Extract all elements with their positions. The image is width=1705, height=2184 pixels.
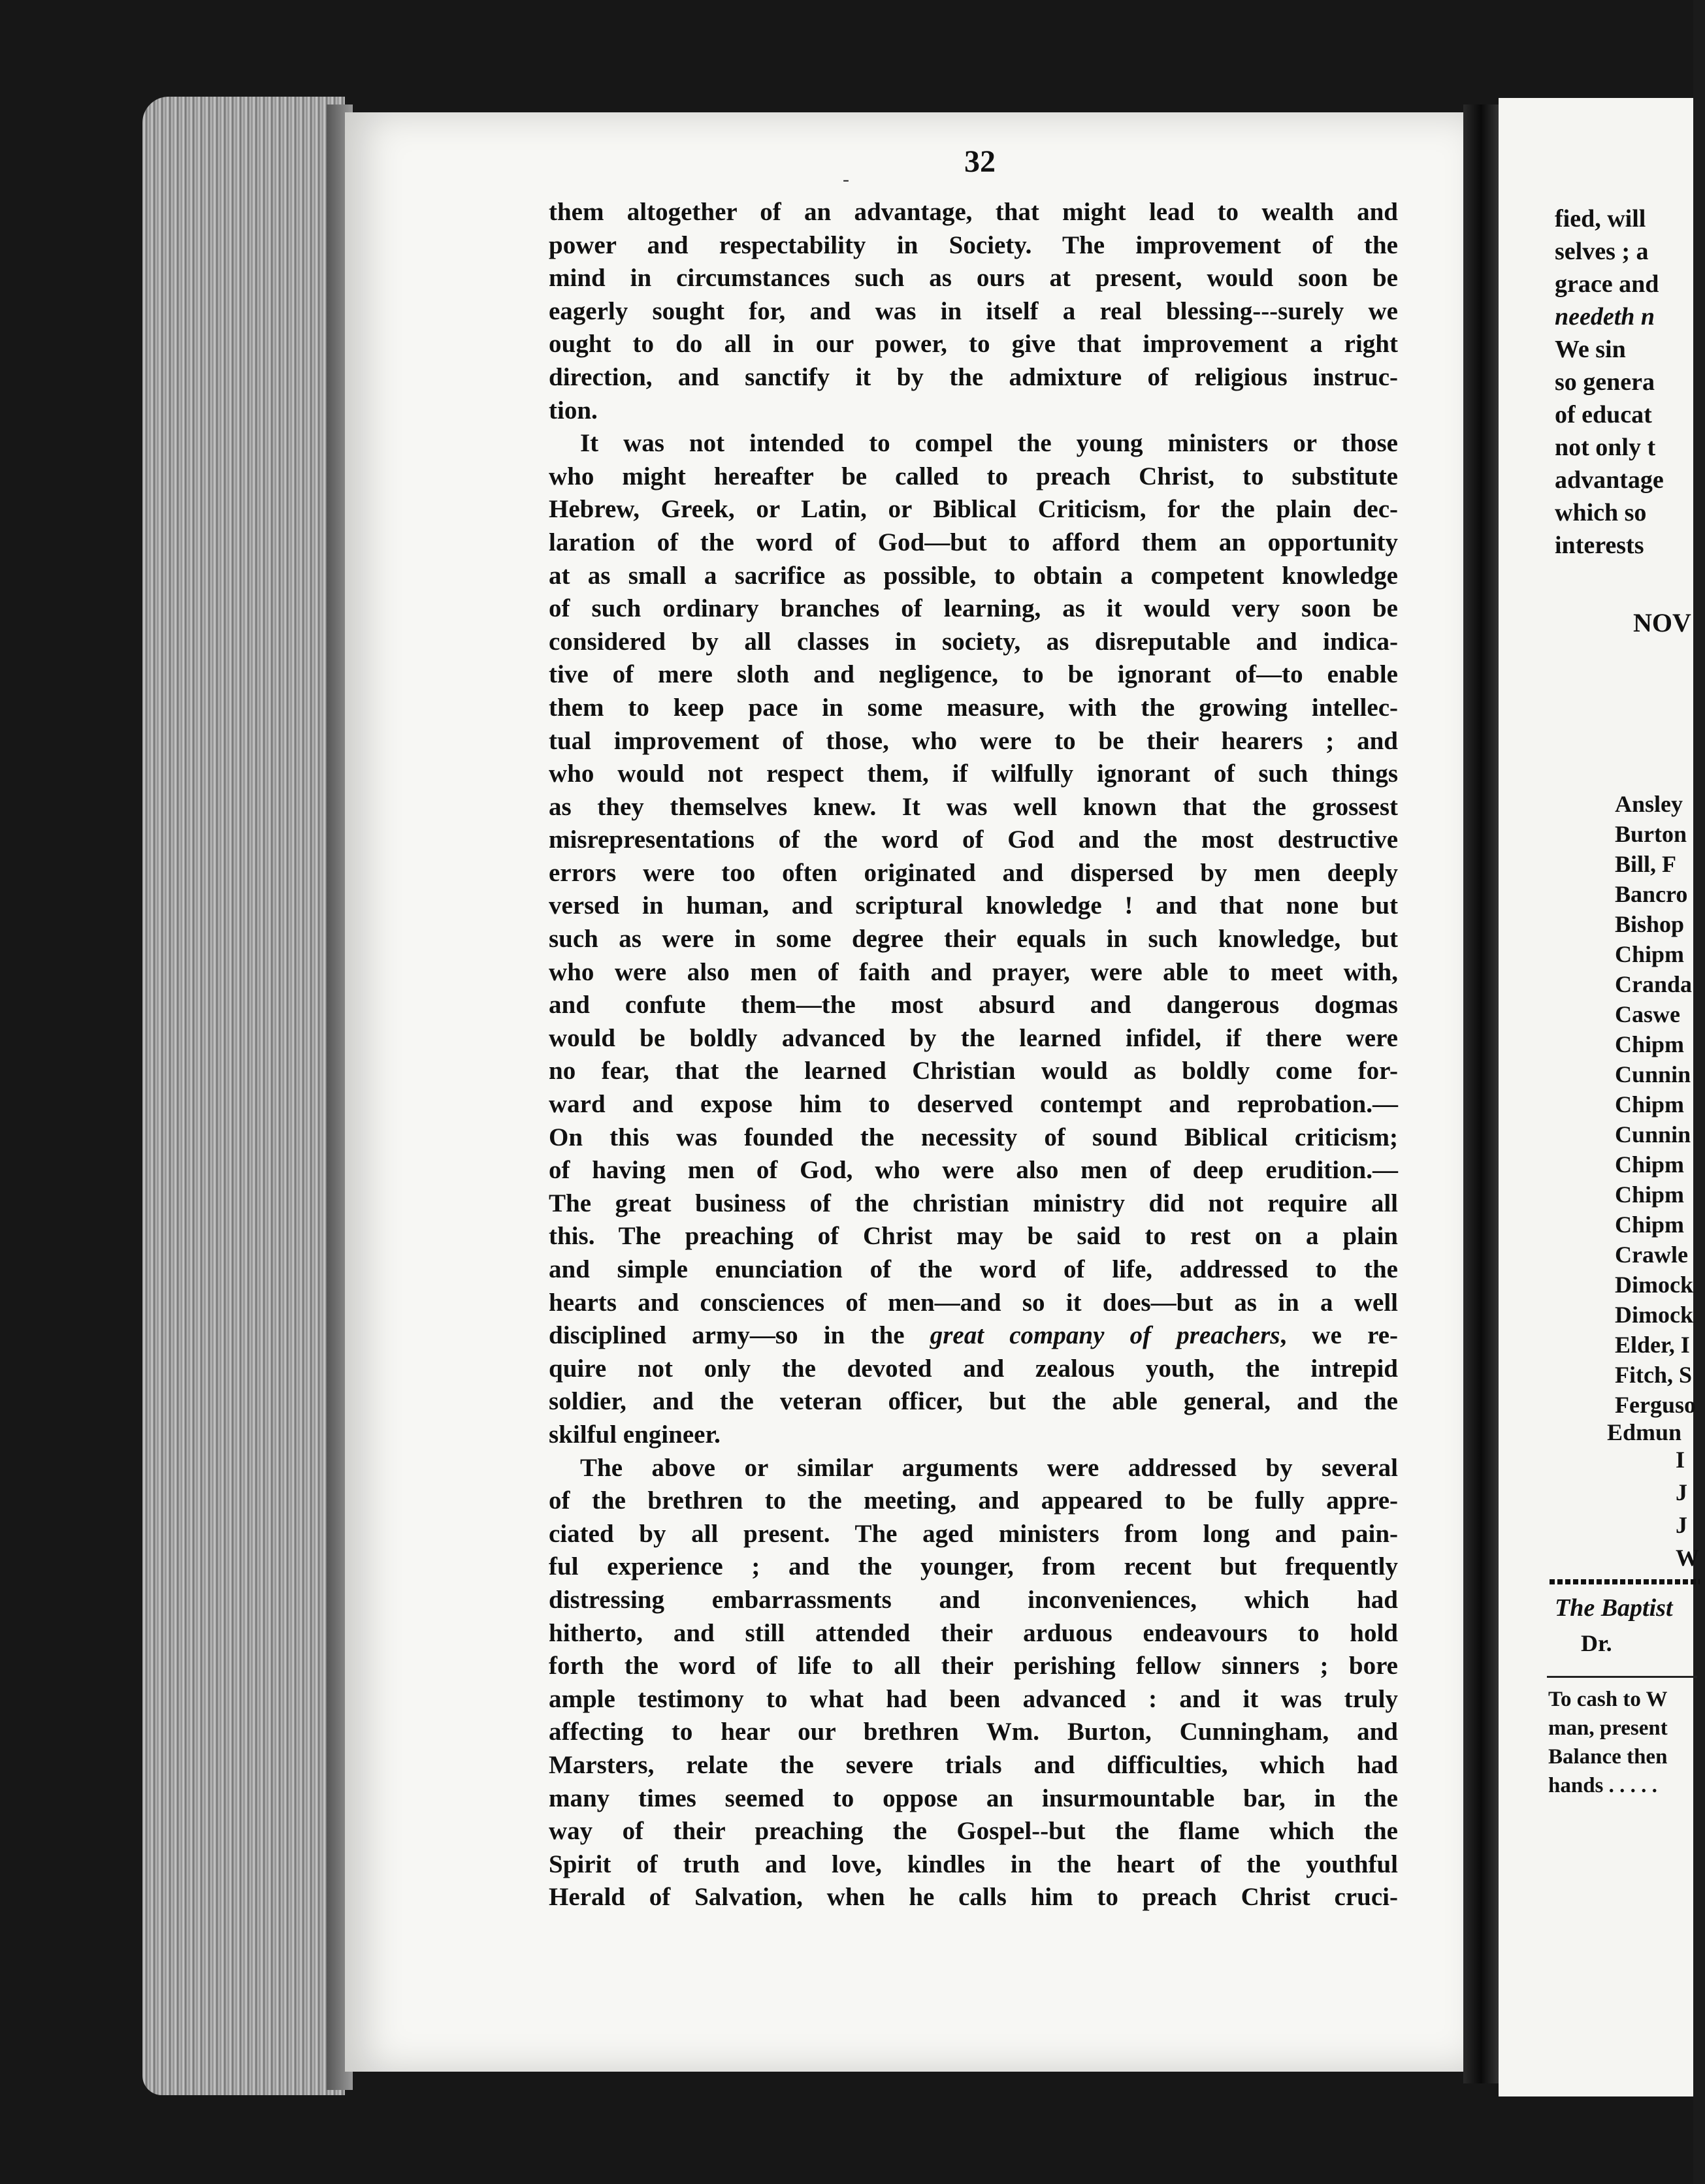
text-line: versed in human, and scriptural knowledge ! and that none but — [549, 891, 1398, 920]
text-line: who would not respect them, if wilfully ignorant of such things — [549, 760, 1398, 788]
text-line: and confute them—the most absurd and dangerous dogmas — [549, 991, 1398, 1020]
text-line: tual improvement of those, who were to be their hearers ; and — [549, 726, 1398, 755]
text-line: direction, and sanctify it by the admixture of religious instruc- — [549, 362, 1398, 391]
text-line: them altogether of an advantage, that might lead to wealth and — [549, 198, 1398, 226]
text-line: The great business of the christian ministry did not require all — [549, 1189, 1398, 1217]
decorative-rule — [1550, 1579, 1700, 1584]
text-line: ought to do all in our power, to give that improvement a right — [549, 330, 1398, 359]
right-page-line: needeth n — [1555, 303, 1655, 330]
text-line: Marsters, relate the severe trials and difficulties, which had — [549, 1750, 1398, 1779]
text-line: laration of the word of God—but to afford them an opportunity — [549, 528, 1398, 556]
text-line: ward and expose him to deserved contempt and reprobation.— — [549, 1090, 1398, 1119]
right-page-line: selves ; a — [1555, 238, 1649, 265]
right-page-line: grace and — [1555, 270, 1659, 298]
book-gutter — [1463, 104, 1499, 2083]
initials-column — [1676, 1443, 1699, 1574]
subscriber-name: Chipm — [1615, 1212, 1685, 1238]
text-line: ful experience ; and the younger, from recent but frequently — [549, 1552, 1398, 1581]
text-line: affecting to hear our brethren Wm. Burton, Cunningham, and — [549, 1718, 1398, 1746]
debit-label: Dr. — [1581, 1630, 1612, 1656]
text-line: eagerly sought for, and was in itself a real blessing---surely we — [549, 297, 1398, 325]
subscriber-name: Fitch, S — [1615, 1362, 1693, 1388]
subscriber-name: Chipm — [1615, 1181, 1685, 1208]
text-line: of such ordinary branches of learning, as it would very soon be — [549, 594, 1398, 623]
book-page-edges — [142, 97, 345, 2095]
text-line: The above or similar arguments were addressed by several — [580, 1453, 1398, 1482]
text-line: of the brethren to the meeting, and appeared to be fully appre- — [549, 1486, 1398, 1515]
subscriber-name: Cunnin — [1615, 1061, 1691, 1087]
subscriber-name: Cunnin — [1615, 1121, 1691, 1148]
text-line: ciated by all present. The aged ministers from long and pain- — [549, 1519, 1398, 1548]
initial: J — [1676, 1479, 1687, 1505]
text-line: would be boldly advanced by the learned infidel, if there were — [549, 1023, 1398, 1052]
right-page-line: We sin — [1555, 336, 1626, 363]
text-line: hitherto, and still attended their arduous endeavours to hold — [549, 1618, 1398, 1647]
text-line: and simple enunciation of the word of life, addressed to the — [549, 1255, 1398, 1283]
right-page-line: not only t — [1555, 434, 1656, 461]
subscriber-name: Caswe — [1615, 1001, 1680, 1027]
text-line: On this was founded the necessity of sound Biblical criticism; — [549, 1123, 1398, 1151]
text-line: soldier, and the veteran officer, but the able general, and the — [549, 1387, 1398, 1416]
right-page-line: which so — [1555, 499, 1647, 526]
account-entries — [1548, 1685, 1668, 1800]
page-body-text — [549, 196, 1398, 1914]
text-line: of having men of God, who were also men of deep erudition.— — [549, 1156, 1398, 1185]
text-line: mind in circumstances such as ours at present, would soon be — [549, 264, 1398, 293]
text-line: It was not intended to compel the young ministers or those — [580, 429, 1398, 458]
initial: W — [1676, 1545, 1699, 1571]
subscriber-name: Chipm — [1615, 941, 1685, 967]
subscriber-name: Cranda — [1615, 971, 1693, 997]
subscriber-name: Bancro — [1615, 881, 1688, 907]
text-line: Herald of Salvation, when he calls him to preach Christ cruci- — [549, 1883, 1398, 1912]
subscriber-name: Burton — [1615, 821, 1687, 847]
subscriber-name: Chipm — [1615, 1151, 1685, 1178]
text-line: them to keep pace in some measure, with the growing intellec- — [549, 693, 1398, 722]
account-line: man, present — [1548, 1716, 1668, 1740]
account-line: To cash to W — [1548, 1688, 1668, 1711]
subscriber-name: Dimock — [1615, 1302, 1693, 1328]
text-line: as they themselves knew. It was well known that the grossest — [549, 792, 1398, 821]
right-page-line: fied, will — [1555, 205, 1646, 233]
right-page-heading: NOV — [1633, 608, 1691, 637]
baptist-heading: The Baptist — [1555, 1594, 1673, 1622]
right-page-line: interests — [1555, 532, 1644, 559]
text-line: way of their preaching the Gospel--but the flame which the — [549, 1817, 1398, 1846]
right-page-top-text — [1555, 202, 1705, 562]
subscriber-name: Dimock — [1615, 1272, 1693, 1298]
account-line: Balance then — [1548, 1745, 1668, 1769]
subscriber-name: Bishop — [1615, 911, 1685, 937]
text-line: no fear, that the learned Christian would as boldly come for- — [549, 1057, 1398, 1085]
account-line: hands . . . . . — [1548, 1774, 1657, 1797]
subscriber-name: Bill, F — [1615, 851, 1677, 877]
text-line: distressing embarrassments and inconveniences, which had — [549, 1585, 1398, 1614]
text-line: ample testimony to what had been advanced : and it was truly — [549, 1684, 1398, 1713]
text-line: considered by all classes in society, as disreputable and indica- — [549, 627, 1398, 656]
text-line: forth the word of life to all their perishing fellow sinners ; bore — [549, 1652, 1398, 1680]
subscriber-name: Ferguso — [1615, 1392, 1696, 1418]
text-line: tion. — [549, 396, 598, 425]
text-line: tive of mere sloth and negligence, to be ignorant of—to enable — [549, 660, 1398, 689]
text-line: power and respectability in Society. The improvement of the — [549, 231, 1398, 259]
right-page-line: of educat — [1555, 401, 1652, 428]
text-line: skilful engineer. — [549, 1420, 721, 1449]
subscriber-name: Chipm — [1615, 1031, 1685, 1057]
text-line: hearts and consciences of men—and so it does—but as in a well — [549, 1288, 1398, 1317]
text-line: errors were too often originated and dispersed by men deeply — [549, 858, 1398, 887]
text-line: quire not only the devoted and zealous youth, the intrepid — [549, 1354, 1398, 1383]
text-line: disciplined army—so in the great company of preachers, we re- — [549, 1321, 1398, 1350]
text-line: many times seemed to oppose an insurmountable bar, in the — [549, 1784, 1398, 1812]
right-page-line: so genera — [1555, 368, 1655, 396]
subscriber-name: Crawle — [1615, 1242, 1688, 1268]
initial: I — [1676, 1447, 1685, 1473]
subscriber-name: Elder, I — [1615, 1332, 1690, 1358]
subscriber-name: Chipm — [1615, 1091, 1685, 1117]
text-line: at as small a sacrifice as possible, to obtain a competent knowledge — [549, 561, 1398, 590]
right-page-line: advantage — [1555, 466, 1664, 494]
subscriber-name-list — [1615, 789, 1696, 1420]
text-line: who were also men of faith and prayer, were able to meet with, — [549, 957, 1398, 986]
subscriber-name: Ansley — [1615, 791, 1683, 817]
page-mark: - — [843, 169, 849, 190]
initial: J — [1676, 1512, 1687, 1538]
text-line: Hebrew, Greek, or Latin, or Biblical Criticism, for the plain dec- — [549, 495, 1398, 524]
account-rule — [1547, 1676, 1697, 1678]
text-line: such as were in some degree their equals in such knowledge, but — [549, 925, 1398, 954]
name-edmund: Edmun — [1607, 1419, 1682, 1445]
text-line: misrepresentations of the word of God and the most destructive — [549, 826, 1398, 854]
page-number: 32 — [964, 144, 996, 179]
text-line: this. The preaching of Christ may be said to rest on a plain — [549, 1222, 1398, 1251]
text-line: who might hereafter be called to preach Christ, to substitute — [549, 462, 1398, 490]
text-line: Spirit of truth and love, kindles in the heart of the youthful — [549, 1850, 1398, 1878]
